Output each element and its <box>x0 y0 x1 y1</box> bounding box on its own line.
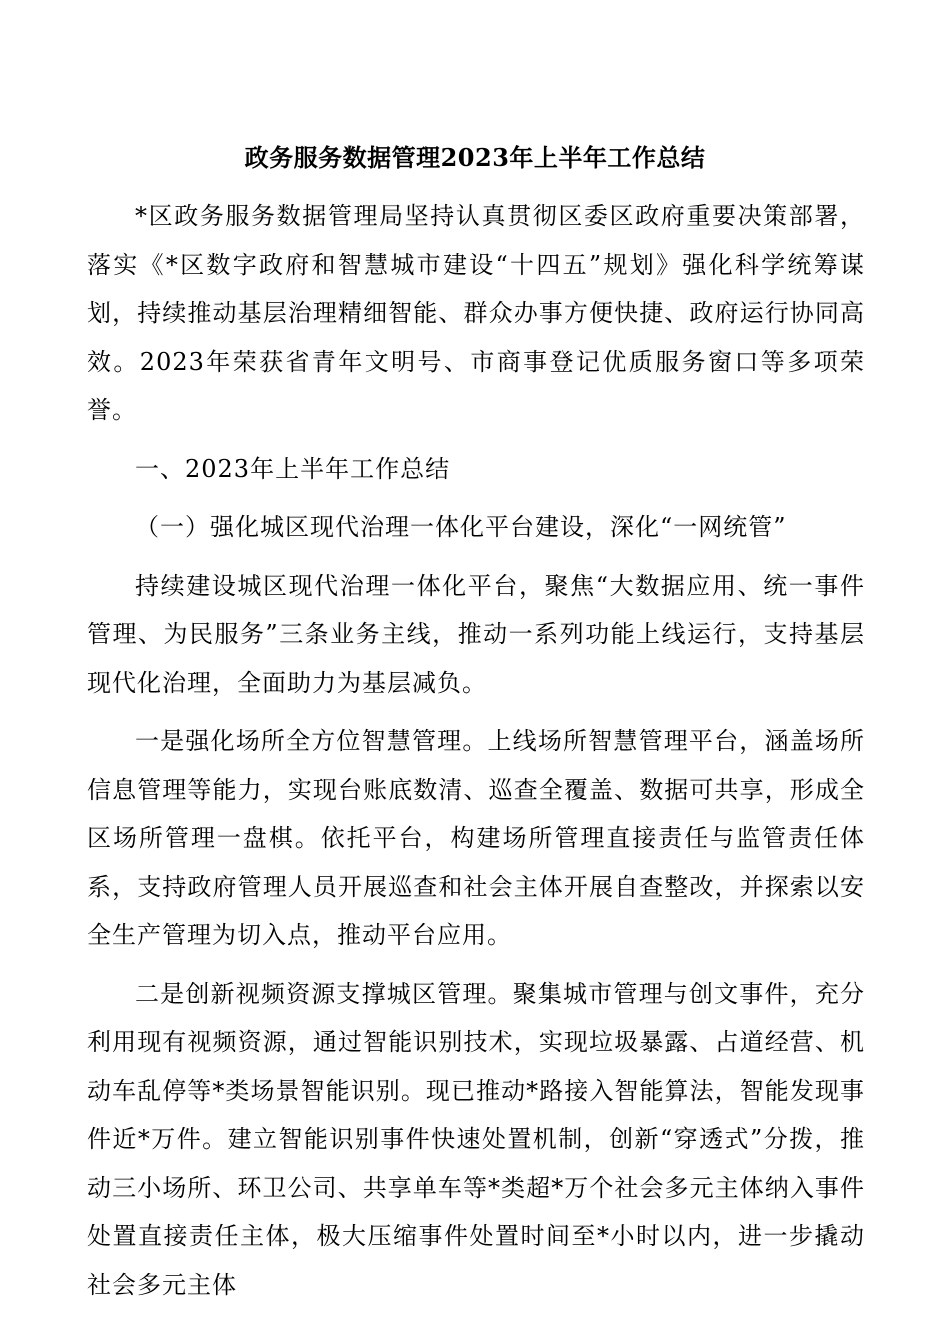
body-paragraph-3: 二是创新视频资源支撑城区管理。聚集城市管理与创文事件，充分利用现有视频资源，通过智能识别技术，实现垃圾暴露、占道经营、机动车乱停等*类场景智能识别。现已推动*路接入智能算法，智能发现事件近*万件。建立智能识别事件快速处置机制，创新“穿透式”分拨，推动三小场所、环卫公司、共享单车等*类超*万个社会多元主体纳入事件处置直接责任主体，极大压缩事件处置时间至*小时以内，进一步撬动社会多元主体 <box>87 979 865 1299</box>
document-title: 政务服务数据管理2023年上半年工作总结 <box>244 143 706 172</box>
body-paragraph-2: 一是强化场所全方位智慧管理。上线场所智慧管理平台，涵盖场所信息管理等能力，实现台账底数清、巡查全覆盖、数据可共享，形成全区场所管理一盘棋。依托平台，构建场所管理直接责任与监管责任体系，支持政府管理人员开展巡查和社会主体开展自查整改，并探索以安全生产管理为切入点，推动平台应用。 <box>87 727 865 949</box>
intro-paragraph: *区政务服务数据管理局坚持认真贯彻区委区政府重要决策部署，落实《*区数字政府和智慧城市建设“十四五”规划》强化科学统筹谋划，持续推动基层治理精细智能、群众办事方便快捷、政府运行协同高效。2023年荣获省青年文明号、市商事登记优质服务窗口等多项荣誉。 <box>87 202 865 424</box>
document-body <box>87 192 865 1309</box>
body-paragraph-1: 持续建设城区现代治理一体化平台，聚焦“大数据应用、统一事件管理、为民服务”三条业务主线，推动一系列功能上线运行，支持基层现代化治理，全面助力为基层减负。 <box>87 571 865 697</box>
section-heading: 一、2023年上半年工作总结 <box>135 454 451 483</box>
subsection-heading: （一）强化城区现代治理一体化平台建设，深化“一网统管” <box>135 513 787 541</box>
